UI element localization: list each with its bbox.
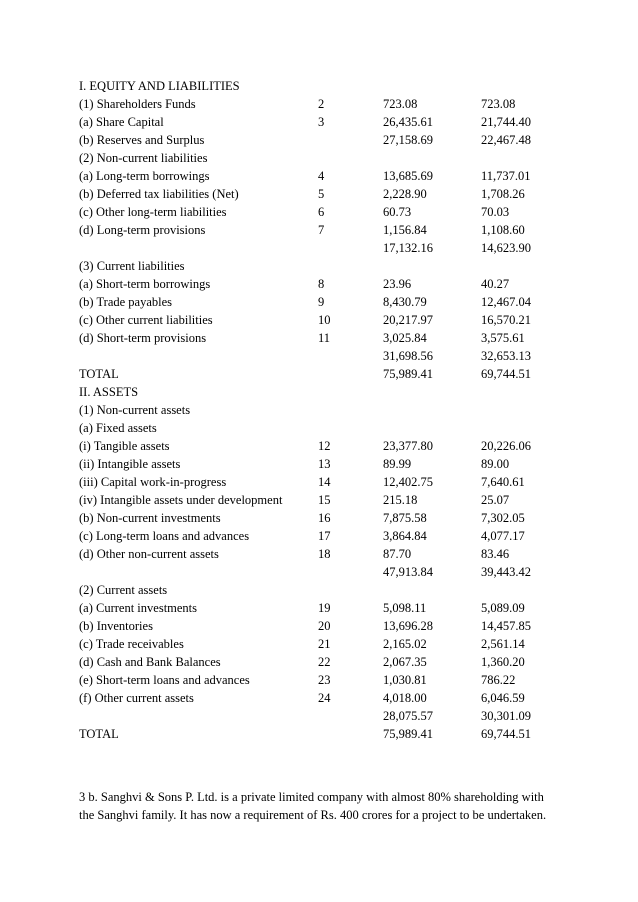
row-label: (1) Non-current assets [79, 403, 191, 417]
previous-year-amount: 83.46 [481, 547, 510, 561]
row-label: (i) Tangible assets [79, 439, 170, 453]
previous-year-amount: 723.08 [481, 97, 516, 111]
current-year-amount: 26,435.61 [383, 115, 433, 129]
previous-year-amount: 2,561.14 [481, 637, 525, 651]
table-row [79, 401, 599, 419]
note-number: 4 [318, 169, 325, 183]
previous-year-amount: 40.27 [481, 277, 510, 291]
table-row [79, 77, 599, 95]
table-row [79, 185, 599, 203]
table-row [79, 167, 599, 185]
row-label: (3) Current liabilities [79, 259, 185, 273]
previous-year-amount: 4,077.17 [481, 529, 525, 543]
row-label: (c) Other current liabilities [79, 313, 213, 327]
row-label: (c) Trade receivables [79, 637, 184, 651]
table-row [79, 113, 599, 131]
previous-year-amount: 12,467.04 [481, 295, 531, 309]
table-row [79, 293, 599, 311]
note-number: 22 [318, 655, 331, 669]
table-row [79, 347, 599, 365]
table-row [79, 707, 599, 725]
row-label: (a) Short-term borrowings [79, 277, 211, 291]
current-year-amount: 12,402.75 [383, 475, 433, 489]
table-row [79, 239, 599, 257]
row-label: (d) Short-term provisions [79, 331, 207, 345]
previous-year-amount: 3,575.61 [481, 331, 525, 345]
previous-year-amount: 5,089.09 [481, 601, 525, 615]
row-label: (1) Shareholders Funds [79, 97, 196, 111]
current-year-amount: 31,698.56 [383, 349, 433, 363]
row-label: (d) Cash and Bank Balances [79, 655, 221, 669]
table-row [79, 635, 599, 653]
current-year-amount: 2,067.35 [383, 655, 427, 669]
table-row [79, 563, 599, 581]
table-row [79, 437, 599, 455]
previous-year-amount: 89.00 [481, 457, 510, 471]
note-number: 19 [318, 601, 331, 615]
note-number: 9 [318, 295, 325, 309]
current-year-amount: 215.18 [383, 493, 418, 507]
table-row [79, 221, 599, 239]
current-year-amount: 27,158.69 [383, 133, 433, 147]
note-number: 10 [318, 313, 331, 327]
table-row [79, 149, 599, 167]
row-label: (e) Short-term loans and advances [79, 673, 250, 687]
table-row [79, 473, 599, 491]
table-row [79, 653, 599, 671]
table-row [79, 599, 599, 617]
row-label: (b) Deferred tax liabilities (Net) [79, 187, 239, 201]
table-row [79, 419, 599, 437]
previous-year-amount: 70.03 [481, 205, 510, 219]
previous-year-amount: 16,570.21 [481, 313, 531, 327]
note-number: 20 [318, 619, 331, 633]
current-year-amount: 60.73 [383, 205, 412, 219]
table-row [79, 455, 599, 473]
previous-year-amount: 20,226.06 [481, 439, 531, 453]
current-year-amount: 17,132.16 [383, 241, 433, 255]
note-number: 2 [318, 97, 325, 111]
row-label: (d) Other non-current assets [79, 547, 219, 561]
note-number: 3 [318, 115, 325, 129]
table-row [79, 581, 599, 599]
table-row [79, 131, 599, 149]
table-row [79, 617, 599, 635]
current-year-amount: 47,913.84 [383, 565, 433, 579]
current-year-amount: 1,030.81 [383, 673, 427, 687]
current-year-amount: 13,685.69 [383, 169, 433, 183]
row-label: (a) Share Capital [79, 115, 164, 129]
previous-year-amount: 14,457.85 [481, 619, 531, 633]
table-row [79, 689, 599, 707]
table-row [79, 257, 599, 275]
current-year-amount: 23,377.80 [383, 439, 433, 453]
previous-year-amount: 1,360.20 [481, 655, 525, 669]
current-year-amount: 723.08 [383, 97, 418, 111]
table-row [79, 365, 599, 383]
row-label: (f) Other current assets [79, 691, 194, 705]
previous-year-amount: 7,640.61 [481, 475, 525, 489]
table-row [79, 671, 599, 689]
table-row [79, 275, 599, 293]
note-number: 16 [318, 511, 331, 525]
table-row [79, 311, 599, 329]
previous-year-amount: 1,708.26 [481, 187, 525, 201]
table-row [79, 491, 599, 509]
row-label: (2) Non-current liabilities [79, 151, 208, 165]
note-number: 18 [318, 547, 331, 561]
row-label: (a) Long-term borrowings [79, 169, 210, 183]
row-label: (b) Non-current investments [79, 511, 221, 525]
current-year-amount: 1,156.84 [383, 223, 427, 237]
current-year-amount: 20,217.97 [383, 313, 433, 327]
note-number: 23 [318, 673, 331, 687]
previous-year-amount: 22,467.48 [481, 133, 531, 147]
note-number: 8 [318, 277, 325, 291]
previous-year-amount: 14,623.90 [481, 241, 531, 255]
row-label: TOTAL [79, 367, 119, 381]
current-year-amount: 2,228.90 [383, 187, 427, 201]
table-row [79, 383, 599, 401]
row-label: (2) Current assets [79, 583, 168, 597]
note-number: 15 [318, 493, 331, 507]
current-year-amount: 75,989.41 [383, 367, 433, 381]
current-year-amount: 28,075.57 [383, 709, 433, 723]
current-year-amount: 4,018.00 [383, 691, 427, 705]
previous-year-amount: 32,653.13 [481, 349, 531, 363]
note-number: 14 [318, 475, 331, 489]
current-year-amount: 5,098.11 [383, 601, 427, 615]
current-year-amount: 23.96 [383, 277, 412, 291]
current-year-amount: 7,875.58 [383, 511, 427, 525]
note-number: 24 [318, 691, 331, 705]
previous-year-amount: 69,744.51 [481, 727, 531, 741]
row-label: (a) Fixed assets [79, 421, 157, 435]
note-number: 11 [318, 331, 331, 345]
row-label: (b) Reserves and Surplus [79, 133, 205, 147]
row-label: (b) Trade payables [79, 295, 173, 309]
previous-year-amount: 30,301.09 [481, 709, 531, 723]
table-row [79, 545, 599, 563]
previous-year-amount: 39,443.42 [481, 565, 531, 579]
table-row [79, 725, 599, 743]
row-label: (c) Long-term loans and advances [79, 529, 250, 543]
current-year-amount: 8,430.79 [383, 295, 427, 309]
row-label: (b) Inventories [79, 619, 153, 633]
row-label: (iii) Capital work-in-progress [79, 475, 227, 489]
row-label: TOTAL [79, 727, 119, 741]
table-row [79, 509, 599, 527]
note-number: 6 [318, 205, 325, 219]
previous-year-amount: 6,046.59 [481, 691, 525, 705]
previous-year-amount: 7,302.05 [481, 511, 525, 525]
previous-year-amount: 1,108.60 [481, 223, 525, 237]
row-label: (a) Current investments [79, 601, 198, 615]
current-year-amount: 3,864.84 [383, 529, 427, 543]
note-number: 12 [318, 439, 331, 453]
note-number: 7 [318, 223, 325, 237]
previous-year-amount: 786.22 [481, 673, 516, 687]
current-year-amount: 89.99 [383, 457, 412, 471]
current-year-amount: 3,025.84 [383, 331, 427, 345]
row-label: (c) Other long-term liabilities [79, 205, 227, 219]
previous-year-amount: 25.07 [481, 493, 510, 507]
row-label: II. ASSETS [79, 385, 139, 399]
current-year-amount: 87.70 [383, 547, 412, 561]
table-row [79, 527, 599, 545]
note-number: 21 [318, 637, 331, 651]
current-year-amount: 75,989.41 [383, 727, 433, 741]
table-row [79, 203, 599, 221]
current-year-amount: 13,696.28 [383, 619, 433, 633]
row-label: I. EQUITY AND LIABILITIES [79, 79, 240, 93]
row-label: (ii) Intangible assets [79, 457, 181, 471]
note-number: 5 [318, 187, 325, 201]
question-line-2: the Sanghvi family. It has now a requirement of Rs. 400 crores for a project to be undertaken. [79, 808, 547, 822]
table-row [79, 95, 599, 113]
note-number: 13 [318, 457, 331, 471]
table-row [79, 329, 599, 347]
question-line-1: 3 b. Sanghvi & Sons P. Ltd. is a private limited company with almost 80% shareholding with [79, 790, 544, 804]
note-number: 17 [318, 529, 331, 543]
current-year-amount: 2,165.02 [383, 637, 427, 651]
row-label: (d) Long-term provisions [79, 223, 206, 237]
previous-year-amount: 21,744.40 [481, 115, 531, 129]
previous-year-amount: 69,744.51 [481, 367, 531, 381]
row-label: (iv) Intangible assets under development [79, 493, 283, 507]
previous-year-amount: 11,737.01 [481, 169, 531, 183]
